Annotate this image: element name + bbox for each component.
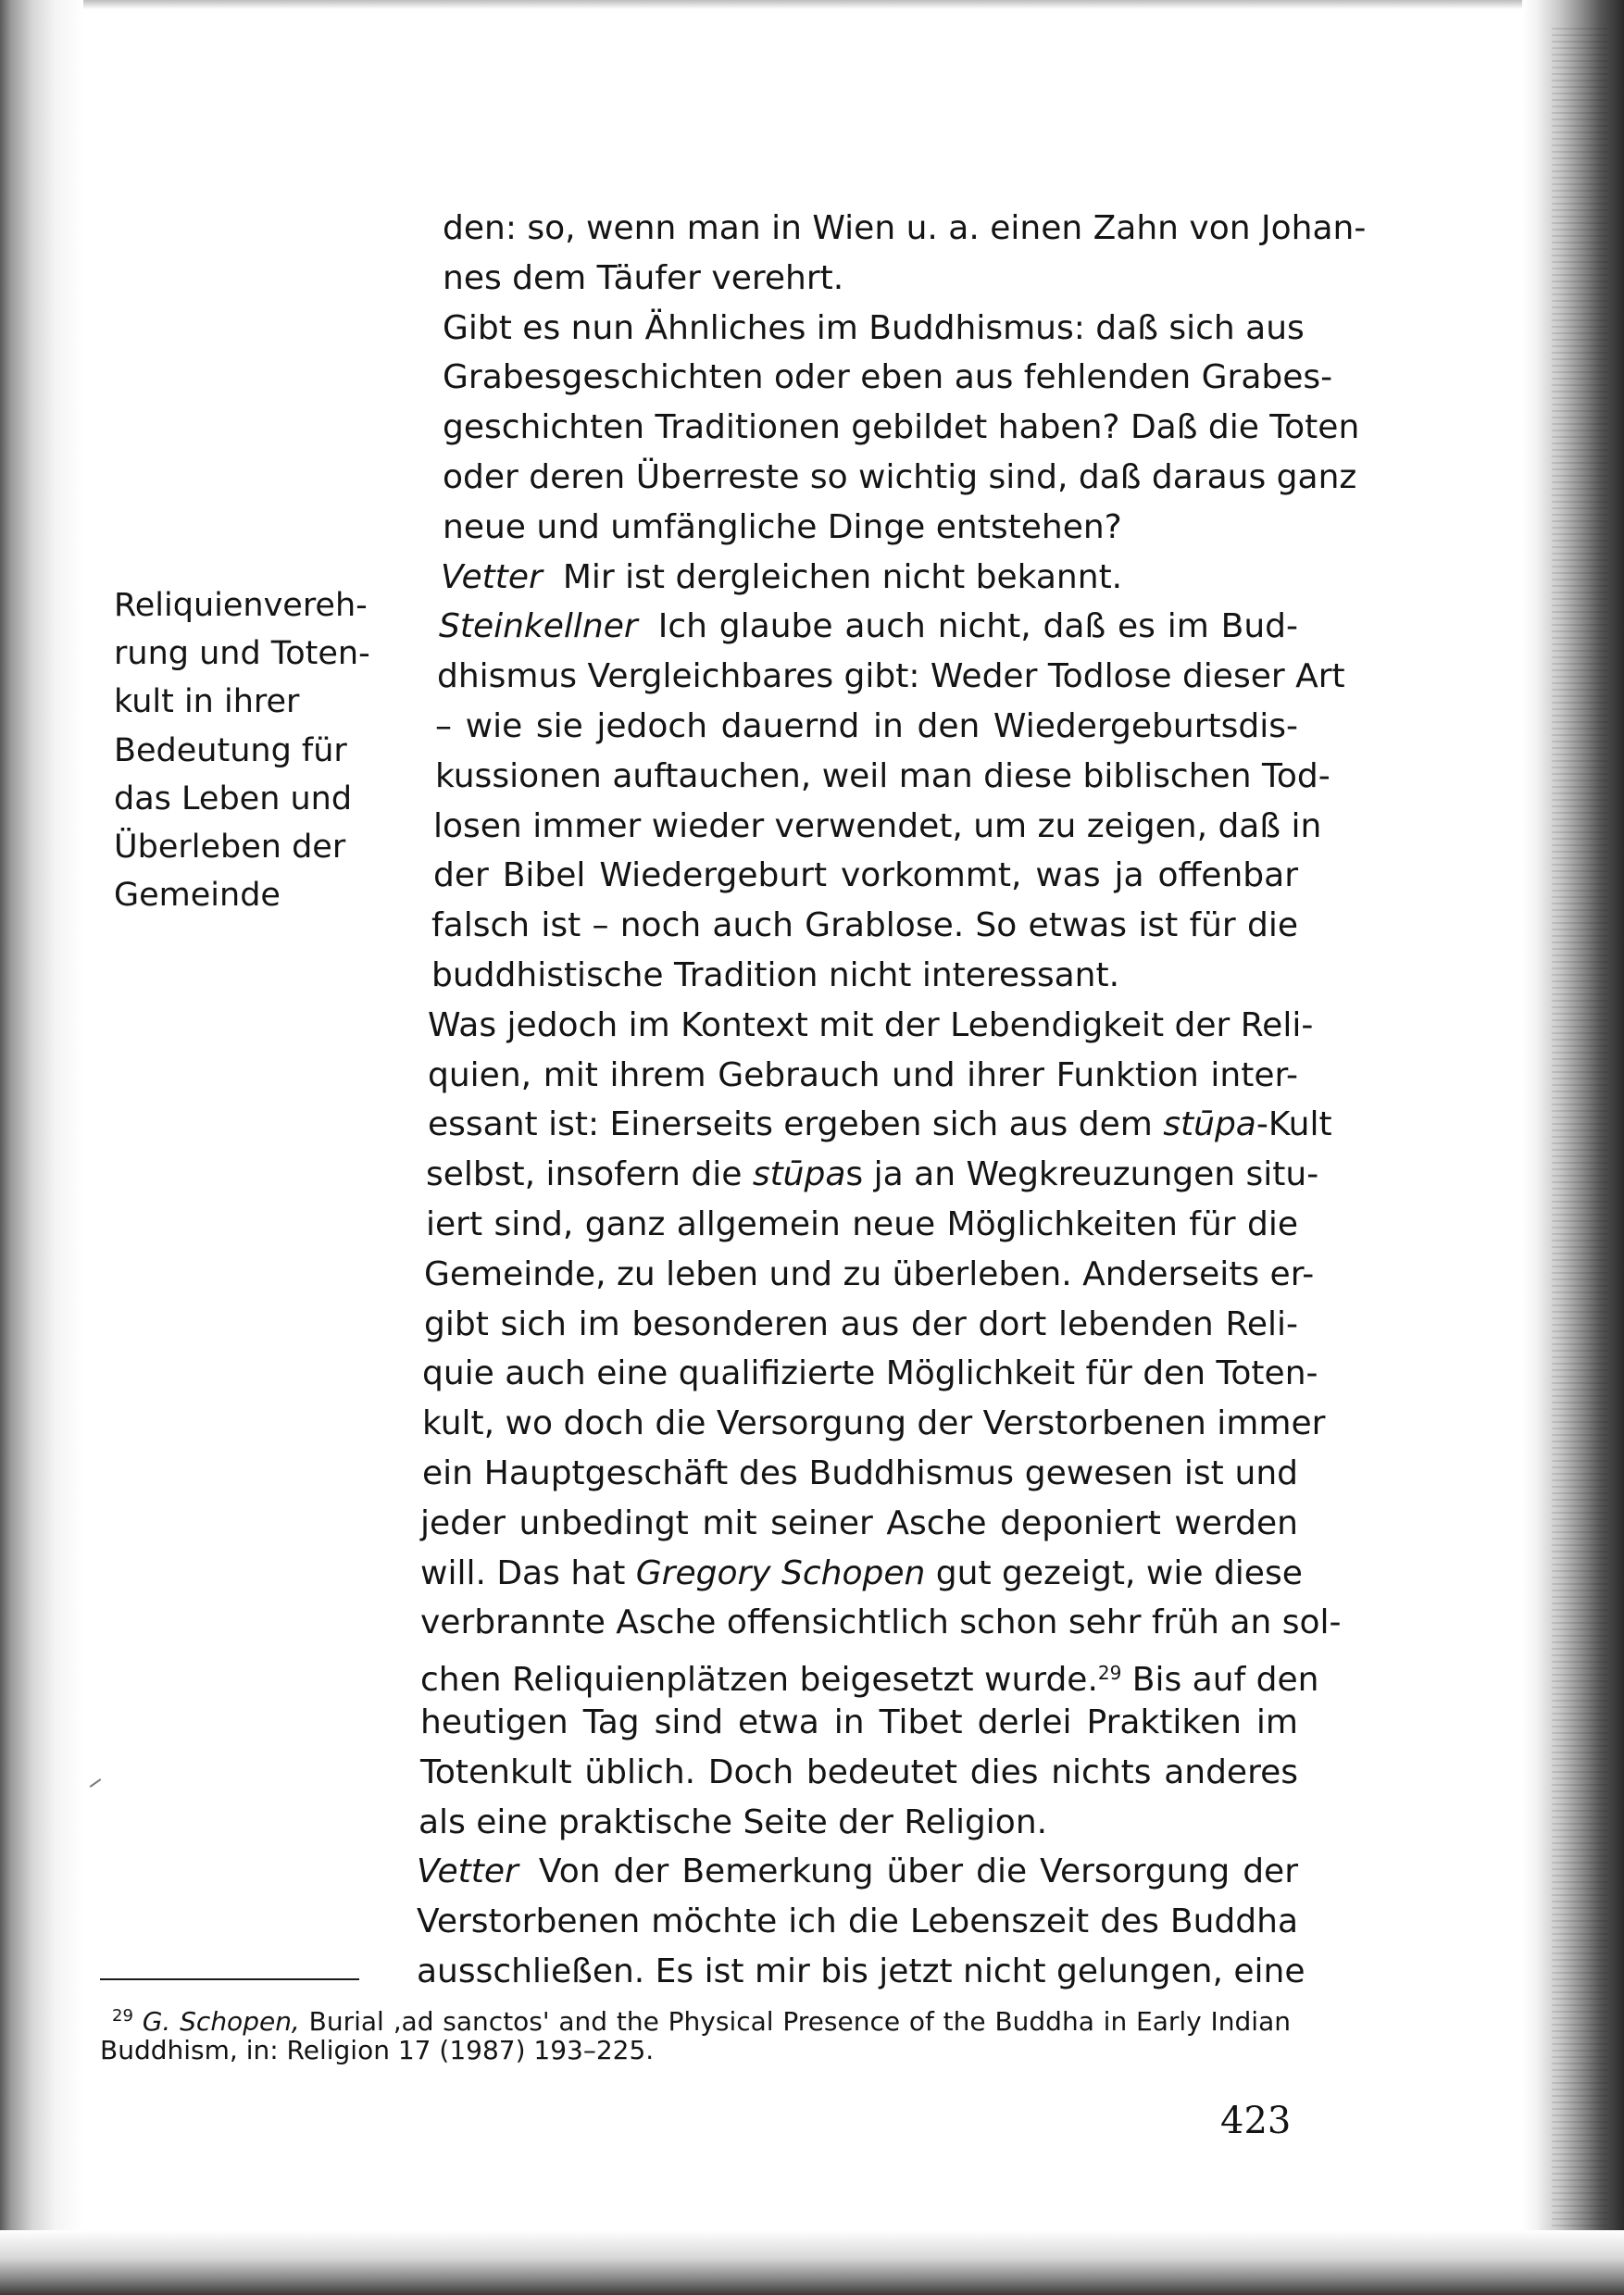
text-run: chen Reliquienplätzen beigesetzt wurde.	[420, 1661, 1098, 1699]
text-line: losen immer wieder verwendet, um zu zeigen, daß in	[433, 807, 1322, 845]
text-line: neue und umfängliche Dinge entstehen?	[443, 508, 1122, 546]
text-line: ausschließen. Es ist mir bis jetzt nicht gelungen, eine	[417, 1952, 1305, 1990]
text-line: den: so, wenn man in Wien u. a. einen Zahn von Johan-	[443, 209, 1367, 247]
margin-note-line: das Leben und	[114, 780, 353, 817]
italic-term: stūpa	[1163, 1105, 1256, 1143]
margin-note-line: kult in ihrer	[114, 683, 300, 721]
text-run: essant ist: Einerseits ergeben sich aus dem	[428, 1105, 1164, 1143]
italic-term: stūpa	[752, 1155, 846, 1193]
text-line	[420, 1553, 1303, 1595]
text-line	[439, 605, 1298, 648]
text-run: Bis auf den	[1121, 1661, 1319, 1699]
text-line: verbrannte Asche offensichtlich schon sehr früh an sol-	[420, 1603, 1342, 1641]
text-line: der Bibel Wiedergeburt vorkommt, was ja offenbar	[433, 856, 1298, 894]
text-run: gut gezeigt, wie diese	[925, 1554, 1303, 1592]
text-line: gibt sich im besonderen aus der dort lebenden Reli-	[424, 1305, 1298, 1343]
footnote-line-1	[112, 2000, 1291, 2037]
footnote-text: Burial ‚ad sanctos' and the Physical Presence of the Buddha in Early Indian	[299, 2006, 1291, 2037]
footnote-reference: 29	[1097, 1662, 1122, 1684]
text-line: falsch ist – noch auch Grablose. So etwas ist für die	[431, 906, 1298, 944]
text-line: Gemeinde, zu leben und zu überleben. Anderseits er-	[424, 1255, 1315, 1293]
text-line: geschichten Traditionen gebildet haben? Daß die Toten	[443, 408, 1360, 446]
stray-pen-mark	[90, 1778, 102, 1788]
text-line: Totenkult üblich. Doch bedeutet dies nichts anderes	[420, 1753, 1298, 1791]
text-line: nes dem Täufer verehrt.	[443, 259, 844, 297]
scan-bottom-edge	[0, 2230, 1624, 2295]
text-line: oder deren Überreste so wichtig sind, daß daraus ganz	[443, 458, 1357, 496]
margin-note-line: rung und Toten-	[114, 635, 370, 673]
text-line: kussionen auftauchen, weil man diese biblischen Tod-	[435, 757, 1330, 795]
margin-note-line: Reliquienvereh-	[114, 587, 368, 624]
scan-page-stack	[1552, 28, 1607, 2268]
margin-note-line: Überleben der	[114, 829, 346, 866]
footnote-rule	[100, 1978, 359, 1980]
text-line	[420, 1652, 1319, 1699]
speaker-text: Ich glaube auch nicht, daß es im Bud-	[657, 607, 1298, 645]
speaker-name: Steinkellner	[439, 607, 638, 645]
text-line: Grabesgeschichten oder eben aus fehlenden Grabes-	[443, 358, 1333, 396]
text-run: -Kult	[1255, 1105, 1332, 1143]
text-run: selbst, insofern die	[426, 1155, 753, 1193]
footnote-author: G. Schopen,	[142, 2006, 300, 2037]
text-line: iert sind, ganz allgemein neue Möglichkeiten für die	[426, 1205, 1298, 1243]
speaker-name: Vetter	[417, 1852, 518, 1890]
text-line: Verstorbenen möchte ich die Lebenszeit des Buddha	[417, 1902, 1298, 1940]
text-line	[426, 1154, 1319, 1196]
speaker-text: Von der Bemerkung über die Versorgung der	[538, 1852, 1298, 1890]
text-line: dhismus Vergleichbares gibt: Weder Todlose dieser Art	[437, 657, 1345, 695]
text-run: will. Das hat	[420, 1554, 636, 1592]
text-line: – wie sie jedoch dauernd in den Wiedergeburtsdis-	[435, 707, 1298, 745]
text-line: Gibt es nun Ähnliches im Buddhismus: daß sich aus	[443, 309, 1305, 347]
text-line: quien, mit ihrem Gebrauch und ihrer Funktion inter-	[428, 1056, 1298, 1094]
scan-left-edge	[0, 0, 83, 2295]
footnote-line-2: Buddhism, in: Religion 17 (1987) 193–225.	[100, 2035, 655, 2065]
text-line: buddhistische Tradition nicht interessant.	[431, 956, 1120, 994]
text-line: jeder unbedingt mit seiner Asche deponiert werden	[420, 1504, 1298, 1542]
italic-term: Gregory Schopen	[635, 1554, 926, 1592]
text-line: kult, wo doch die Versorgung der Verstorbenen immer	[422, 1404, 1326, 1442]
text-line: quie auch eine qualifizierte Möglichkeit für den Toten-	[422, 1354, 1318, 1392]
text-run: s ja an Wegkreuzungen situ-	[845, 1155, 1319, 1193]
margin-note-line: Gemeinde	[114, 877, 281, 915]
text-line: als eine praktische Seite der Religion.	[418, 1803, 1048, 1841]
text-line: Was jedoch im Kontext mit der Lebendigkeit der Reli-	[428, 1006, 1314, 1044]
footnote-marker: 29	[112, 2006, 133, 2026]
text-line: ein Hauptgeschäft des Buddhismus gewesen ist und	[422, 1454, 1298, 1492]
text-line: heutigen Tag sind etwa in Tibet derlei Praktiken im	[420, 1703, 1298, 1741]
scan-top-edge	[0, 0, 1624, 9]
text-line	[417, 1851, 1298, 1893]
speaker-name: Vetter	[441, 558, 543, 596]
text-line	[441, 556, 1298, 599]
speaker-text: Mir ist dergleichen nicht bekannt.	[562, 558, 1123, 596]
text-line	[428, 1104, 1332, 1146]
page-number: 423	[1220, 2100, 1292, 2142]
margin-note-line: Bedeutung für	[114, 731, 347, 769]
